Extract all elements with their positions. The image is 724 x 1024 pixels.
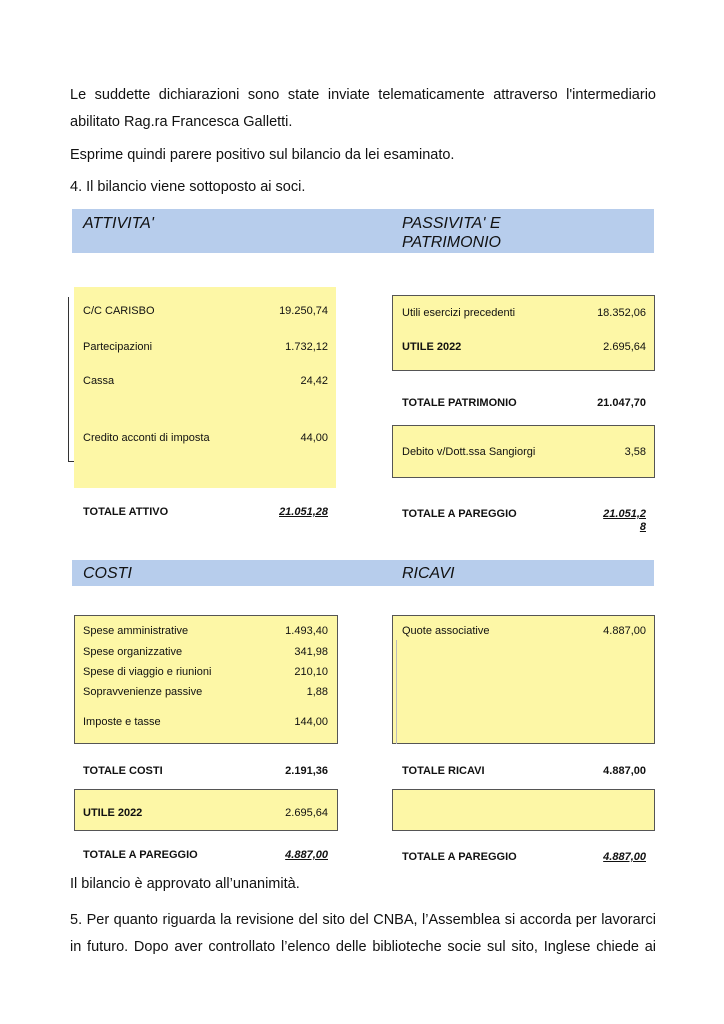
ricavi-utile-box xyxy=(392,789,655,831)
paragraph-sito-line2: in futuro. Dopo aver controllato l’elenco delle biblioteche socie sul sito, Inglese chiede ai xyxy=(70,939,656,955)
attivita-header: ATTIVITA' xyxy=(83,215,154,232)
paragraph-approvato: Il bilancio è approvato all’unanimità. xyxy=(70,876,300,892)
paragraph-sito-line1: 5. Per quanto riguarda la revisione del sito del CNBA, l’Assemblea si accorda per lavorarci xyxy=(70,912,656,928)
patrimonio-value: 18.352,06 xyxy=(597,307,646,319)
utile-value: 2.695,64 xyxy=(285,807,328,819)
pareggio-costi-label: TOTALE A PAREGGIO xyxy=(83,849,198,861)
costi-label: Spese di viaggio e riunioni xyxy=(83,666,212,678)
pareggio-costi-value: 4.887,00 xyxy=(285,849,328,861)
totale-attivo-value: 21.051,28 xyxy=(279,506,328,518)
attivita-left-border xyxy=(68,297,69,462)
costi-value: 1,88 xyxy=(306,686,328,698)
costi-value: 144,00 xyxy=(294,716,328,728)
balance-header-bar xyxy=(72,209,654,253)
paragraph-bilancio-soci: 4. Il bilancio viene sottoposto ai soci. xyxy=(70,179,306,195)
ricavi-inner-line xyxy=(396,640,397,744)
attivita-value: 24,42 xyxy=(300,375,328,387)
utile-2022-value: 2.695,64 xyxy=(603,341,646,353)
paragraph-intro-line1: Le suddette dichiarazioni sono state inviate telematicamente attraverso l'intermediario xyxy=(70,87,656,103)
totale-pareggio-value: 21.051,28 xyxy=(603,508,646,533)
totale-pareggio-label: TOTALE A PAREGGIO xyxy=(402,508,517,520)
attivita-value: 1.732,12 xyxy=(285,341,328,353)
attivita-label: C/C CARISBO xyxy=(83,305,155,317)
totale-patrimonio-value: 21.047,70 xyxy=(597,397,646,409)
costi-value: 210,10 xyxy=(294,666,328,678)
passivita-header: PASSIVITA' E PATRIMONIO xyxy=(402,215,501,251)
totale-ricavi-value: 4.887,00 xyxy=(603,765,646,777)
attivita-value: 19.250,74 xyxy=(279,305,328,317)
costi-label: Spese organizzative xyxy=(83,646,183,658)
income-header-bar xyxy=(72,560,654,586)
patrimonio-label: Utili esercizi precedenti xyxy=(402,307,516,319)
costi-value: 1.493,40 xyxy=(285,625,328,637)
debito-value: 3,58 xyxy=(624,446,646,458)
ricavi-value: 4.887,00 xyxy=(603,625,646,637)
costi-header: COSTI xyxy=(83,565,132,582)
paragraph-parere: Esprime quindi parere positivo sul bilancio da lei esaminato. xyxy=(70,147,455,163)
utile-label: UTILE 2022 xyxy=(83,807,143,819)
pareggio-ricavi-label: TOTALE A PAREGGIO xyxy=(402,851,517,863)
attivita-label: Credito acconti di imposta xyxy=(83,432,210,444)
ricavi-header: RICAVI xyxy=(402,565,455,582)
debito-label: Debito v/Dott.ssa Sangiorgi xyxy=(402,446,536,458)
paragraph-intro-line2: abilitato Rag.ra Francesca Galletti. xyxy=(70,114,293,130)
costi-value: 341,98 xyxy=(294,646,328,658)
pareggio-ricavi-value: 4.887,00 xyxy=(603,851,646,863)
ricavi-label: Quote associative xyxy=(402,625,490,637)
costi-label: Imposte e tasse xyxy=(83,716,161,728)
costi-label: Spese amministrative xyxy=(83,625,189,637)
totale-patrimonio-label: TOTALE PATRIMONIO xyxy=(402,397,517,409)
totale-attivo-label: TOTALE ATTIVO xyxy=(83,506,169,518)
totale-ricavi-label: TOTALE RICAVI xyxy=(402,765,485,777)
utile-2022-label: UTILE 2022 xyxy=(402,341,462,353)
attivita-value: 44,00 xyxy=(300,432,328,444)
attivita-label: Partecipazioni xyxy=(83,341,153,353)
totale-costi-value: 2.191,36 xyxy=(285,765,328,777)
attivita-label: Cassa xyxy=(83,375,115,387)
totale-costi-label: TOTALE COSTI xyxy=(83,765,163,777)
costi-label: Sopravvenienze passive xyxy=(83,686,203,698)
